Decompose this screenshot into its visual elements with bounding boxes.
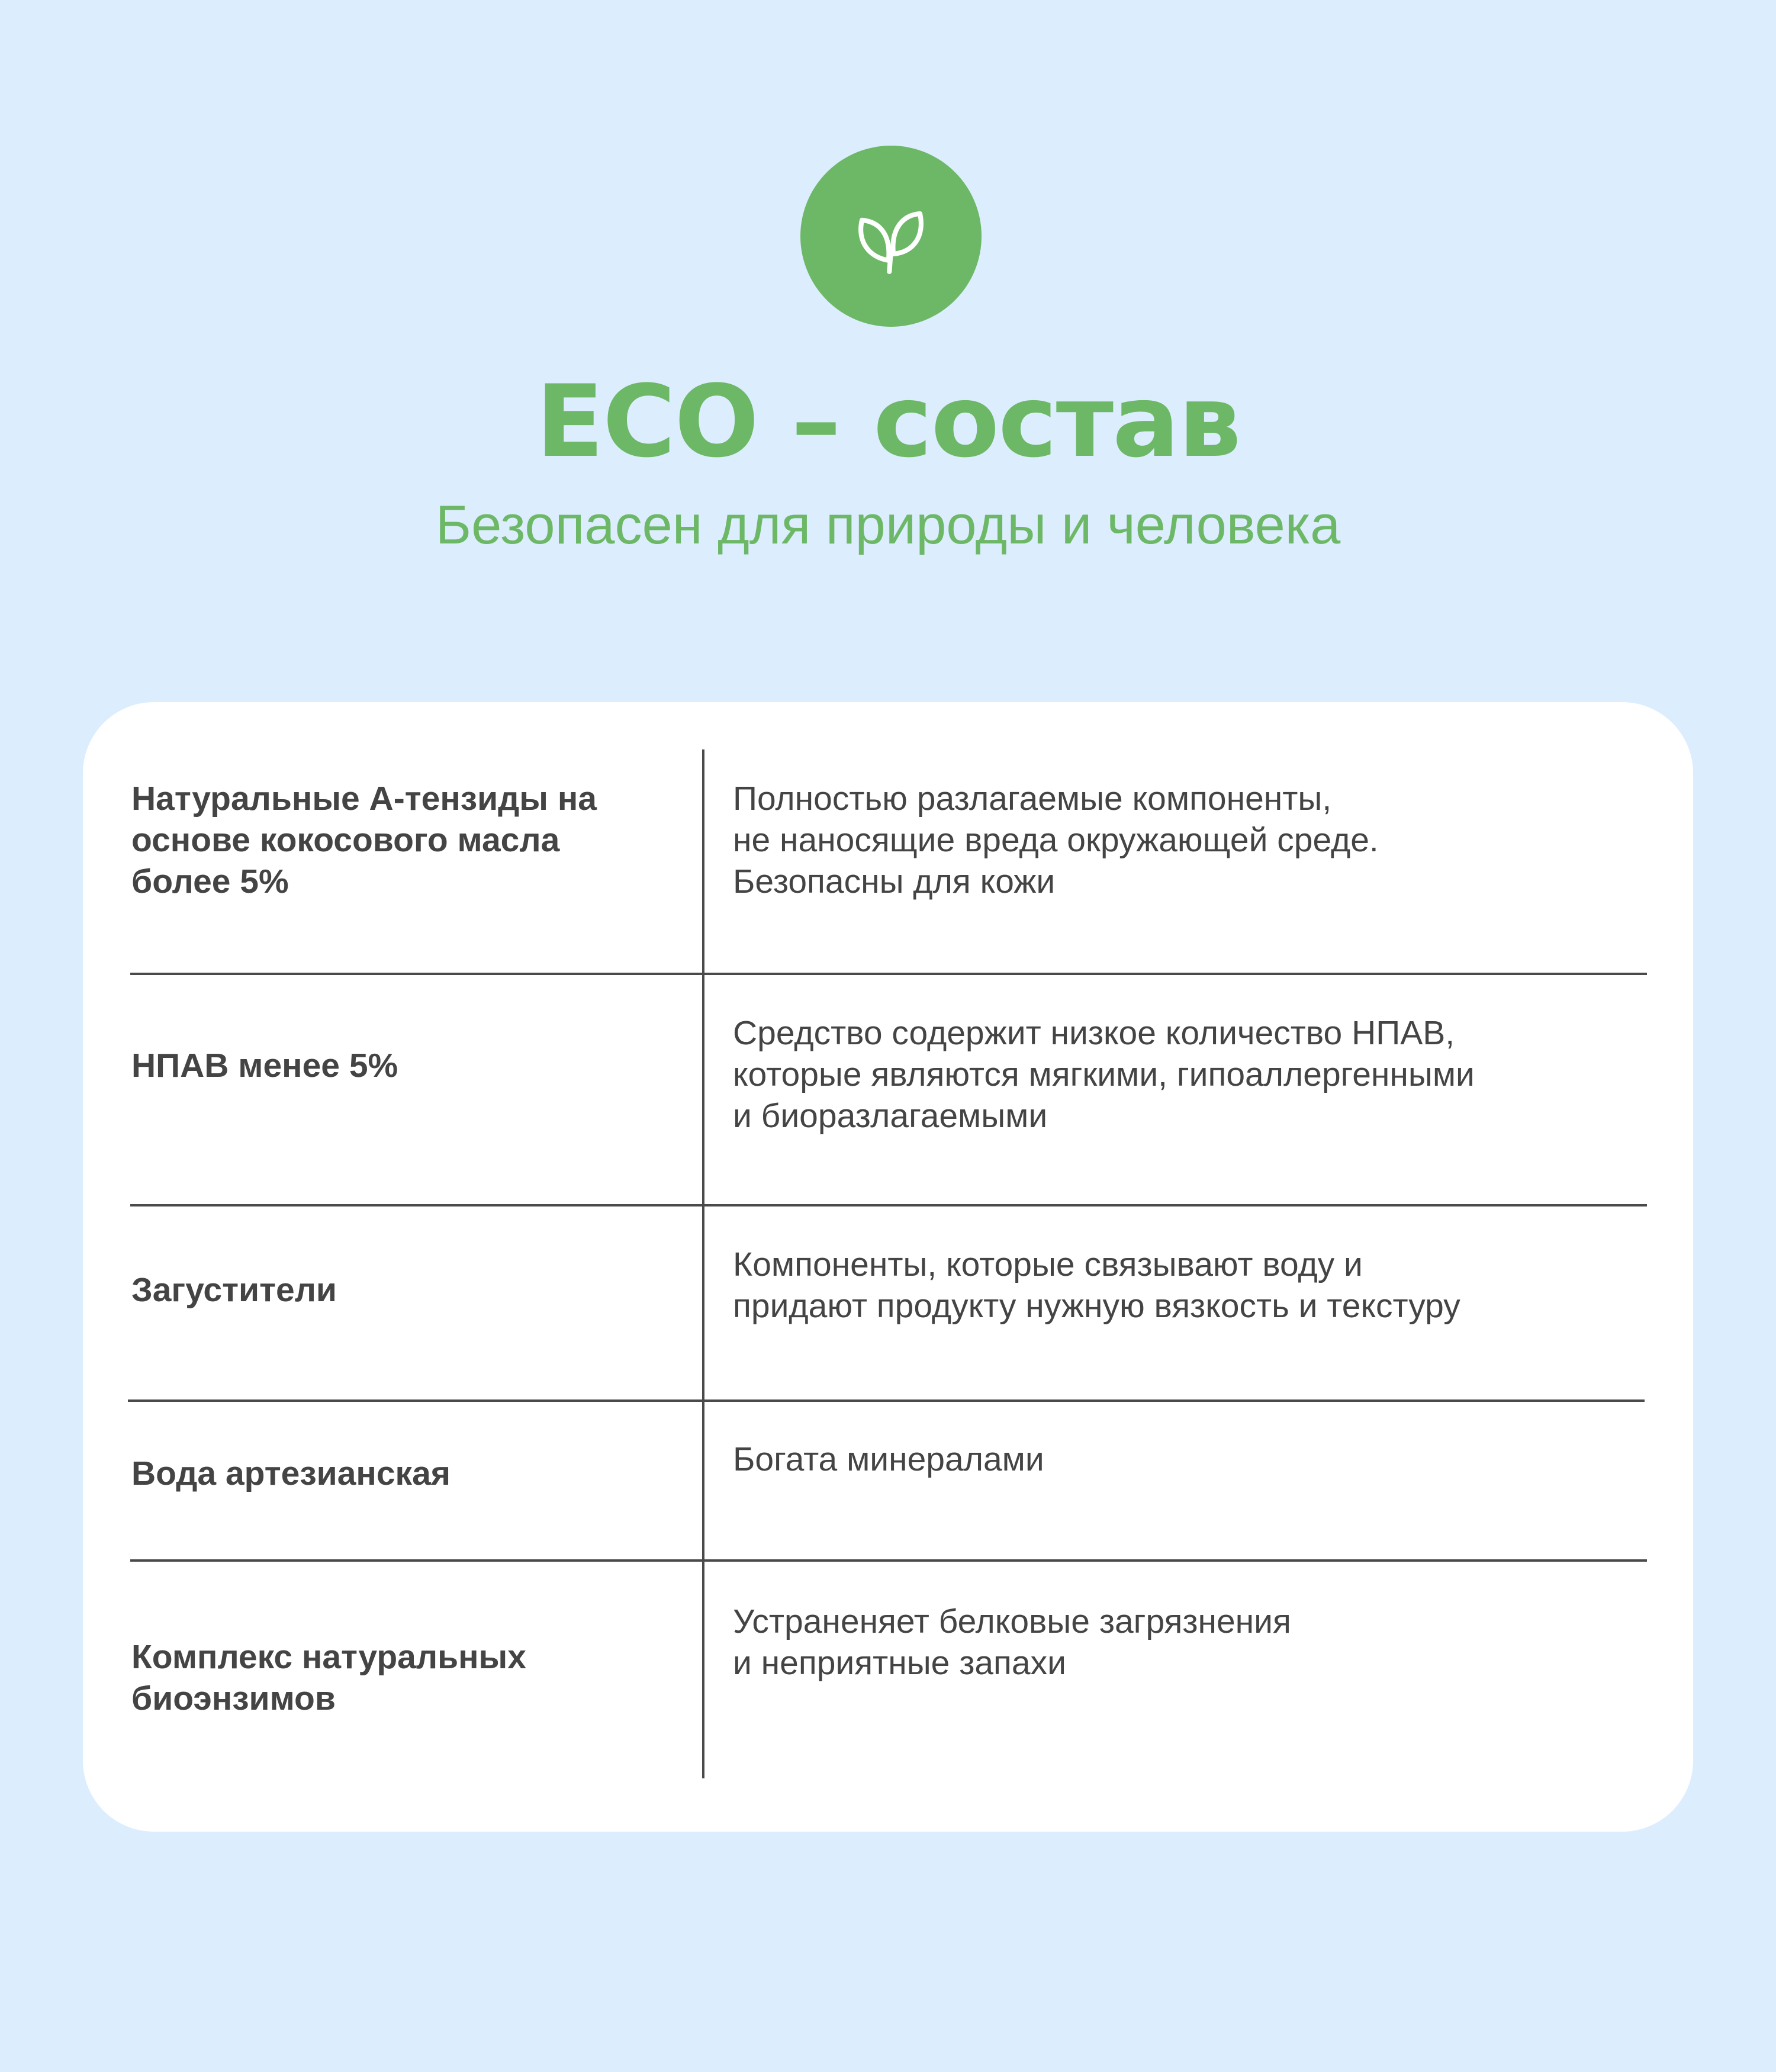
- ingredient-description: Полностью разлагаемые компоненты, не наносящие вреда окружающей среде. Безопасны для кожи: [733, 780, 1379, 900]
- page-subtitle: Безопасен для природы и человека: [435, 495, 1341, 555]
- ingredient-description: Устраненяет белковые загрязнения и неприятные запахи: [733, 1603, 1291, 1682]
- row-divider: [130, 1204, 1647, 1206]
- ingredient-name: НПАВ менее 5%: [131, 1047, 398, 1085]
- ingredient-description: Компоненты, которые связывают воду и придают продукту нужную вязкость и текстуру: [733, 1246, 1460, 1325]
- row-divider: [130, 1559, 1647, 1562]
- ingredient-name: Вода артезианская: [131, 1455, 451, 1492]
- leaf-badge: [800, 146, 982, 327]
- leaf-icon: [851, 196, 931, 276]
- row-divider: [128, 1399, 1645, 1402]
- ingredient-description: Богата минералами: [733, 1440, 1044, 1478]
- page-title: ECO – состав: [536, 363, 1240, 480]
- ingredient-description: Средство содержит низкое количество НПАВ, которые являются мягкими, гипоаллергенными и биоразлагаемыми: [733, 1014, 1475, 1135]
- ingredient-name: Комплекс натуральных биоэнзимов: [131, 1638, 526, 1717]
- ingredient-name: Натуральные А-тензиды на основе кокосового масла более 5%: [131, 780, 597, 900]
- column-divider: [702, 749, 704, 1778]
- row-divider: [130, 973, 1647, 975]
- ingredient-name: Загустители: [131, 1271, 337, 1309]
- composition-table: [83, 702, 1693, 1832]
